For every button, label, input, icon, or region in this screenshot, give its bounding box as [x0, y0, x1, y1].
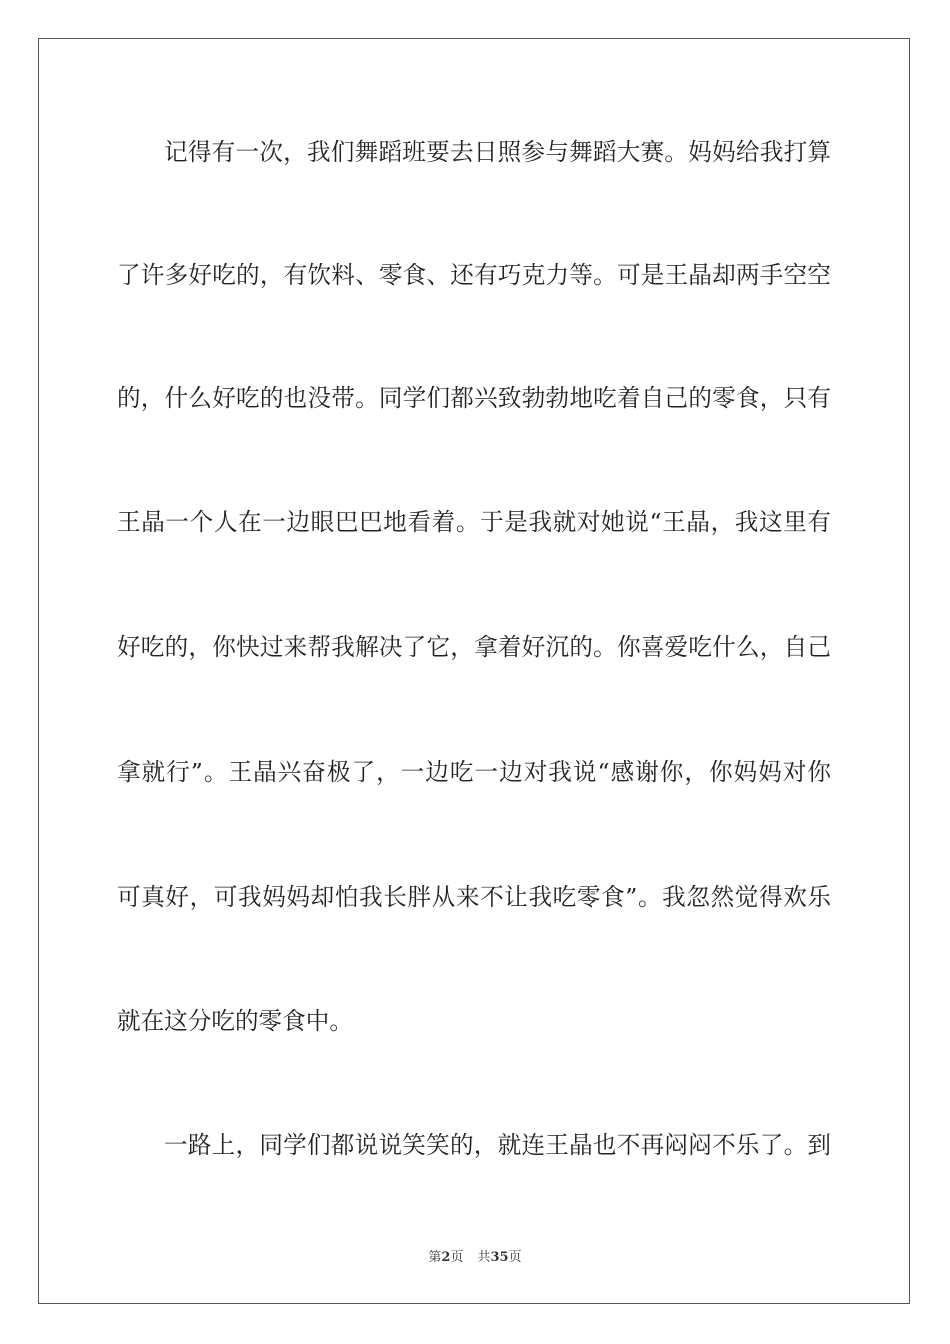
- text-line-2: 了许多好吃的，有饮料、零食、还有巧克力等。可是王晶却两手空空: [117, 261, 831, 289]
- text-line-4: 王晶一个人在一边眼巴巴地看着。于是我就对她说“王晶，我这里有: [117, 508, 831, 536]
- text-line-5: 好吃的，你快过来帮我解决了它，拿着好沉的。你喜爱吃什么，自己: [117, 633, 831, 661]
- total-prefix: 共: [477, 1250, 491, 1265]
- text-line-3: 的，什么好吃的也没带。同学们都兴致勃勃地吃着自己的零食，只有: [117, 384, 831, 412]
- page-number: 2: [441, 1250, 451, 1265]
- page-frame: [38, 38, 910, 1304]
- total-pages: 35: [490, 1250, 509, 1265]
- text-line-6: 拿就行”。王晶兴奋极了，一边吃一边对我说“感谢你，你妈妈对你: [117, 758, 831, 786]
- page-prefix: 第: [428, 1250, 442, 1265]
- text-line-7: 可真好，可我妈妈却怕我长胖从来不让我吃零食”。我忽然觉得欢乐: [117, 883, 831, 911]
- page-footer: [0, 1246, 950, 1265]
- text-line-8: 就在这分吃的零食中。: [117, 1007, 353, 1035]
- text-line-1: 记得有一次，我们舞蹈班要去日照参与舞蹈大赛。妈妈给我打算: [164, 138, 831, 166]
- page-suffix: 页: [450, 1250, 464, 1265]
- total-suffix: 页: [508, 1250, 522, 1265]
- text-line-9: 一路上，同学们都说说笑笑的，就连王晶也不再闷闷不乐了。到: [164, 1131, 831, 1159]
